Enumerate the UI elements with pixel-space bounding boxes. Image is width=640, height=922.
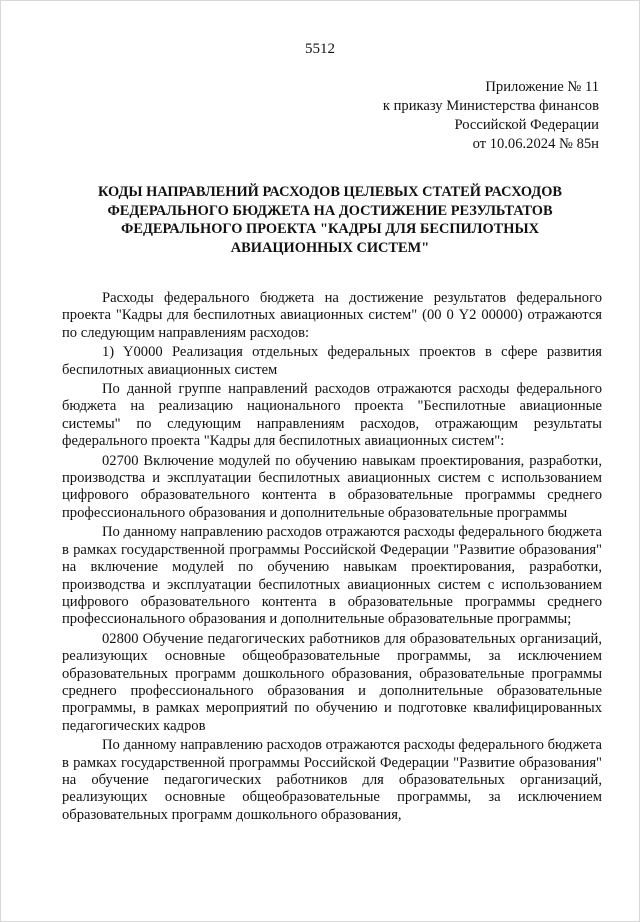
paragraph: 02700 Включение модулей по обучению навыкам проектирования, разработки, производства и эксплуатации беспилотных авиационных систем с использованием цифрового образовательного контента в образовательные программы среднего профессионального образования и дополнительные образовательные программы: [62, 452, 602, 521]
document-body: [62, 290, 602, 826]
paragraph: По данному направлению расходов отражаются расходы федерального бюджета в рамках государственной программы Российской Федерации "Развитие образования" на включение модулей по обучению навыкам проектирования, разработки, производства и эксплуатации беспилотных авиационных систем с использованием цифрового образовательного контента в образовательные программы среднего профессионального образования и дополнительные образовательные программы;: [62, 524, 602, 628]
appendix-header: [383, 78, 599, 154]
appendix-line: Приложение № 11: [485, 79, 599, 95]
appendix-line: от 10.06.2024 № 85н: [472, 136, 599, 152]
paragraph: Расходы федерального бюджета на достижение результатов федерального проекта "Кадры для беспилотных авиационных систем" (00 0 Y2 00000) отражаются по следующим направлениям расходов:: [62, 290, 602, 341]
appendix-line: Российской Федерации: [454, 117, 599, 133]
paragraph: 1) Y0000 Реализация отдельных федеральных проектов в сфере развития беспилотных авиационных систем: [62, 344, 602, 378]
title-line: ФЕДЕРАЛЬНОГО БЮДЖЕТА НА ДОСТИЖЕНИЕ РЕЗУЛЬТАТОВ: [107, 202, 553, 219]
document-title: [60, 183, 600, 257]
appendix-line: к приказу Министерства финансов: [382, 98, 599, 114]
title-line: КОДЫ НАПРАВЛЕНИЙ РАСХОДОВ ЦЕЛЕВЫХ СТАТЕЙ РАСХОДОВ: [97, 184, 563, 200]
paragraph: По данному направлению расходов отражаются расходы федерального бюджета в рамках государственной программы Российской Федерации "Развитие образования" на обучение педагогических работников для образовательных организаций, реализующих основные общеобразовательные программы, за исключением образовательных программ дошкольного образования,: [62, 737, 602, 823]
title-line: ФЕДЕРАЛЬНОГО ПРОЕКТА "КАДРЫ ДЛЯ БЕСПИЛОТНЫХ: [121, 221, 539, 237]
title-line: АВИАЦИОННЫХ СИСТЕМ": [230, 239, 430, 256]
page-number: 5512: [305, 41, 335, 57]
paragraph: По данной группе направлений расходов отражаются расходы федерального бюджета на реализацию национального проекта "Беспилотные авиационные системы" по следующим направлениям расходов, отражающим результаты федерального проекта "Кадры для беспилотных авиационных систем":: [62, 381, 602, 450]
paragraph: 02800 Обучение педагогических работников для образовательных организаций, реализующих основные общеобразовательные программы, за исключением образовательных программ дошкольного образования, образовательные программы среднего профессионального образования и дополнительные образовательные программы, в рамках мероприятий по обучению и подготовке квалифицированных педагогических кадров: [62, 630, 602, 734]
